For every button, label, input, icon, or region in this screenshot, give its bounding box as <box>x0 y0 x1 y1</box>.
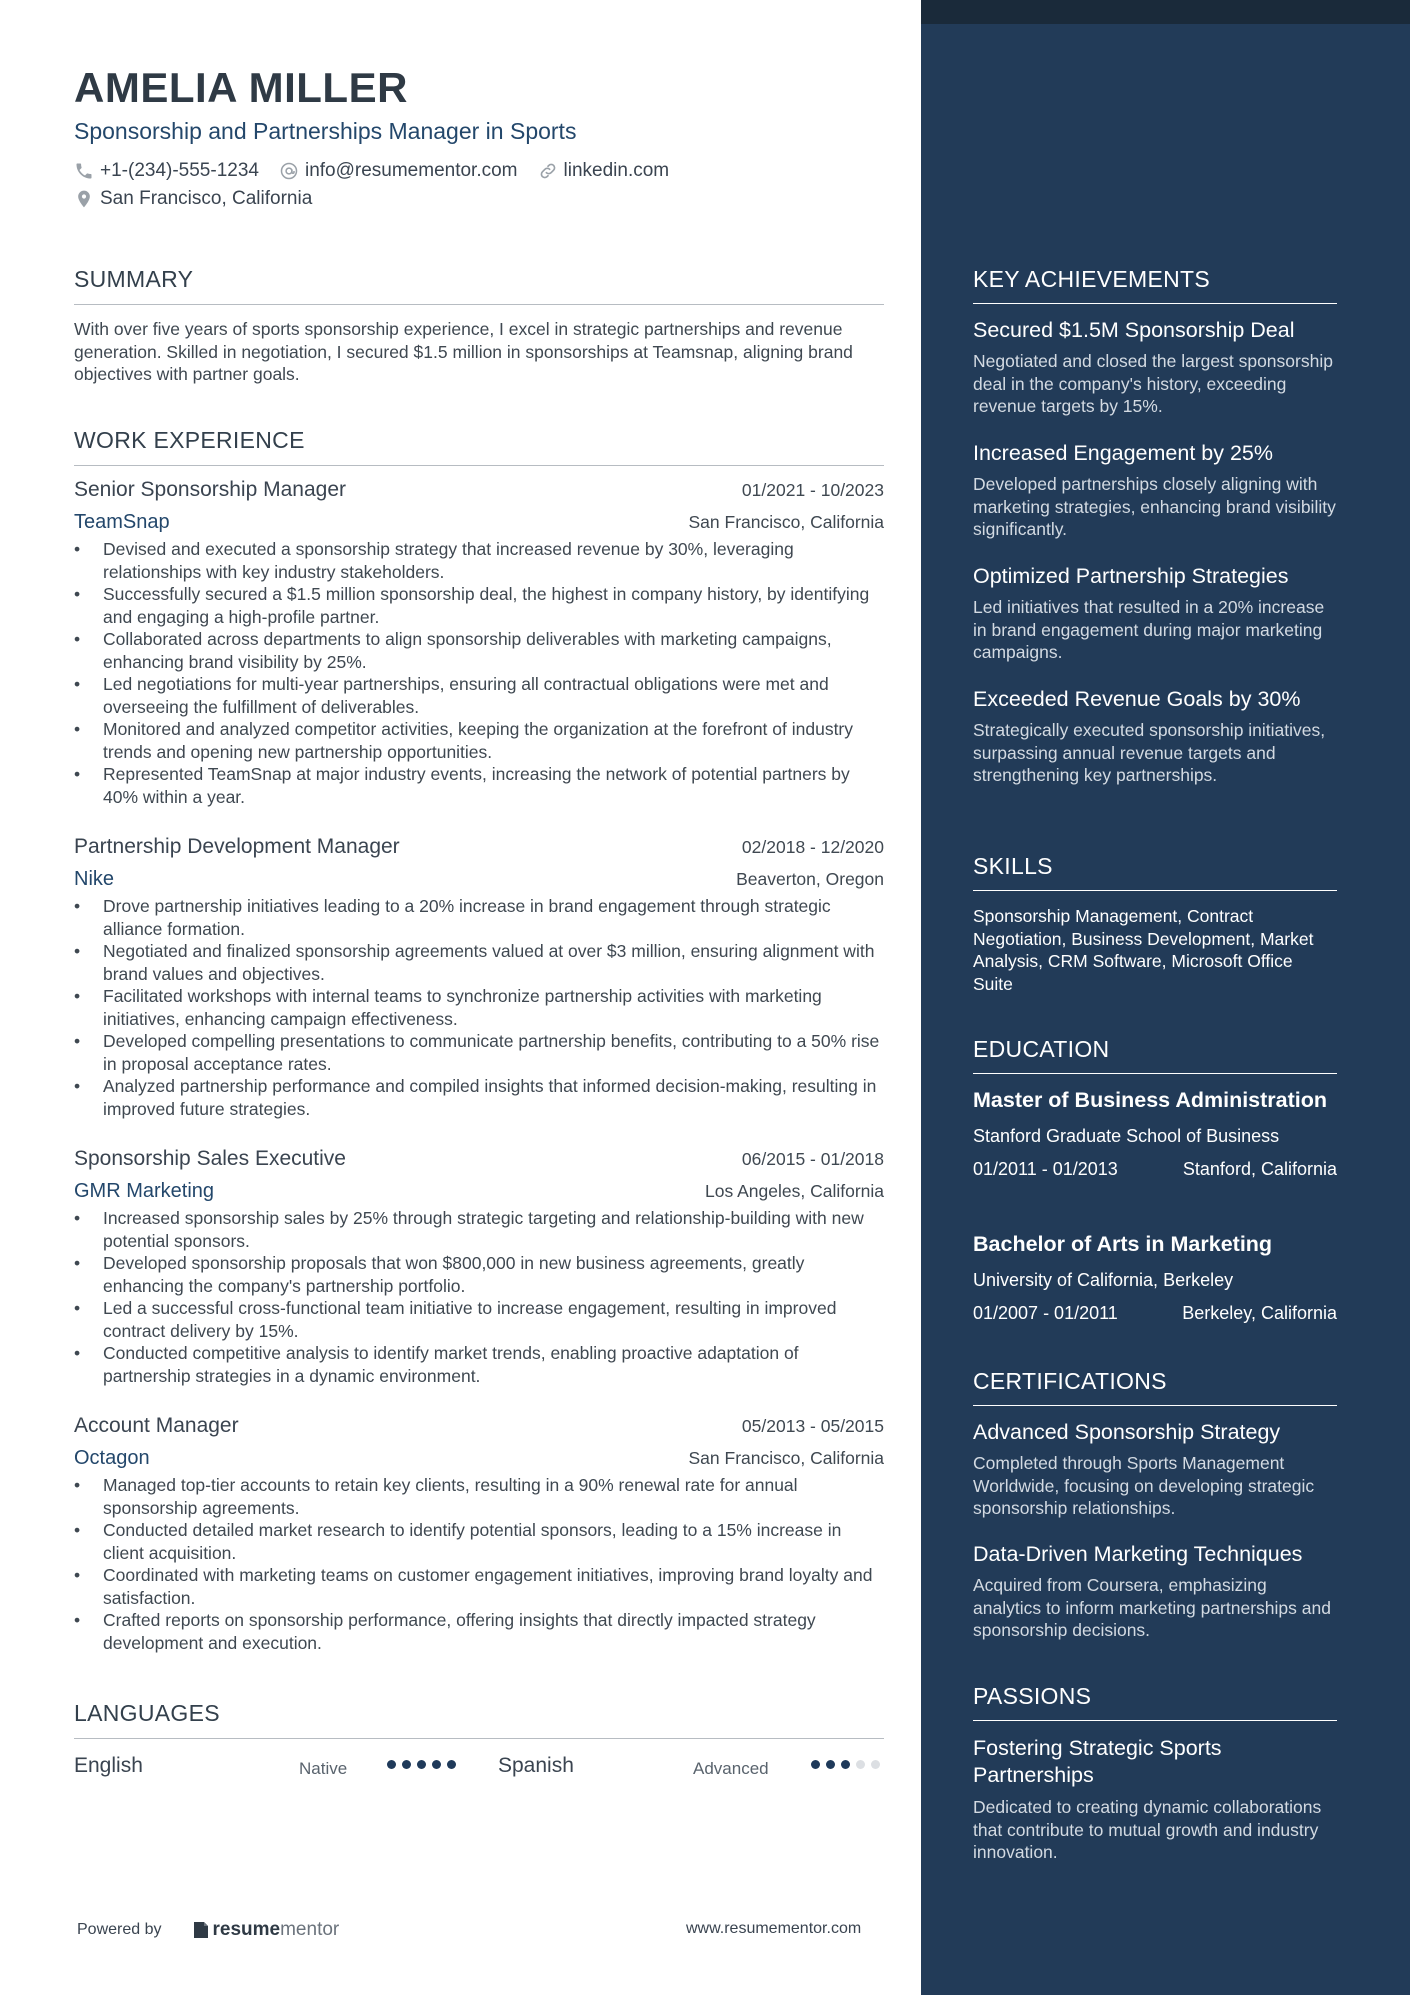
education-school: Stanford Graduate School of Business <box>973 1126 1280 1146</box>
job-title: Senior Sponsorship Manager <box>74 478 346 501</box>
certification-item <box>973 1420 1337 1520</box>
job-title: Sponsorship Sales Executive <box>74 1147 346 1170</box>
rating-dot-filled <box>417 1760 426 1769</box>
rating-dot-filled <box>811 1760 820 1769</box>
bullet-item: • Drove partnership initiatives leading to a 20% increase in brand engagement through strategic alliance formation. <box>74 895 884 940</box>
location-text: San Francisco, California <box>100 188 313 209</box>
job-location: San Francisco, California <box>688 512 884 532</box>
education-degree: Bachelor of Arts in Marketing <box>973 1232 1273 1256</box>
bullet-item: • Increased sponsorship sales by 25% through strategic targeting and relationship-building with new potential sponsors. <box>74 1207 884 1252</box>
contact-phone <box>74 160 259 182</box>
education-location: Berkeley, California <box>1182 1303 1337 1323</box>
achievement-item <box>973 687 1337 787</box>
achievement-desc: Led initiatives that resulted in a 20% increase in brand engagement during major marketing campaigns. <box>973 597 1325 662</box>
achievement-title: Secured $1.5M Sponsorship Deal <box>973 318 1295 342</box>
job-dates: 01/2021 - 10/2023 <box>741 480 884 500</box>
certification-title: Data-Driven Marketing Techniques <box>973 1542 1303 1566</box>
language-level: Advanced <box>693 1759 769 1778</box>
language-rating <box>811 1760 886 1769</box>
footer-url[interactable]: www.resumementor.com <box>686 1920 862 1937</box>
achievement-desc: Strategically executed sponsorship initiatives, surpassing annual revenue targets and strengthening key partnerships. <box>973 720 1326 785</box>
bullet-item: • Devised and executed a sponsorship strategy that increased revenue by 30%, leveraging relationships with key industry stakeholders. <box>74 538 884 583</box>
education-degree: Master of Business Administration <box>973 1088 1328 1112</box>
bullet-item: • Coordinated with marketing teams on customer engagement initiatives, improving brand loyalty and satisfaction. <box>74 1564 884 1609</box>
phone-text: +1-(234)-555-1234 <box>100 160 259 181</box>
summary-text: With over five years of sports sponsorship experience, I excel in strategic partnerships and revenue generation. Skilled in negotiation, I secured $1.5 million in sponsorships at Teamsnap, aligning brand objectives with partner goals. <box>74 319 853 384</box>
bullet-item: • Analyzed partnership performance and compiled insights that informed decision-making, resulting in improved future strategies. <box>74 1075 884 1120</box>
bullet-item: • Successfully secured a $1.5 million sponsorship deal, the highest in company history, by identifying and engaging a high-profile partner. <box>74 583 884 628</box>
footer-branding <box>77 1919 339 1941</box>
bullet-item: • Managed top-tier accounts to retain key clients, resulting in a 90% renewal rate for annual sponsorship agreements. <box>74 1474 884 1519</box>
rating-dot-filled <box>447 1760 456 1769</box>
phone-icon <box>74 161 94 181</box>
job-company: Nike <box>74 868 115 890</box>
achievement-item <box>973 318 1337 418</box>
achievement-title: Increased Engagement by 25% <box>973 441 1274 465</box>
job-title: Account Manager <box>74 1414 239 1437</box>
job-bullets <box>74 538 884 808</box>
summary-heading: SUMMARY <box>74 266 884 305</box>
bullet-item: • Developed sponsorship proposals that won $800,000 in new business agreements, greatly enhancing the company's partnership portfolio. <box>74 1252 884 1297</box>
bullet-item: • Conducted competitive analysis to identify market trends, enabling proactive adaptation of partnership strategies in a dynamic environment. <box>74 1342 884 1387</box>
sidebar-top-band <box>921 0 1410 24</box>
contact-row <box>74 160 689 182</box>
job-dates: 06/2015 - 01/2018 <box>741 1149 884 1169</box>
bullet-item: • Conducted detailed market research to identify potential sponsors, leading to a 15% increase in client acquisition. <box>74 1519 884 1564</box>
skills-heading: SKILLS <box>973 853 1337 891</box>
resumementor-logo[interactable] <box>192 1919 340 1941</box>
education-heading: EDUCATION <box>973 1036 1337 1074</box>
job-bullets <box>74 895 884 1120</box>
education-item <box>973 1087 1337 1180</box>
email-text: info@resumementor.com <box>304 160 518 181</box>
bullet-item: • Crafted reports on sponsorship performance, offering insights that directly impacted strategy development and execution. <box>74 1609 884 1654</box>
candidate-name: AMELIA MILLER <box>74 64 408 111</box>
job-title: Partnership Development Manager <box>74 835 400 858</box>
at-icon <box>279 161 299 181</box>
brand-light-text: mentor <box>280 1919 340 1940</box>
bullet-item: • Developed compelling presentations to communicate partnership benefits, contributing to a 50% rise in proposal acceptance rates. <box>74 1030 884 1075</box>
certification-desc: Acquired from Coursera, emphasizing analytics to inform marketing partnerships and sponsorship decisions. <box>973 1575 1331 1640</box>
achievement-item <box>973 441 1337 541</box>
job-dates: 05/2013 - 05/2015 <box>741 1416 884 1436</box>
education-dates: 01/2011 - 01/2013 <box>973 1159 1118 1179</box>
job-entry <box>74 835 884 1120</box>
job-location: Beaverton, Oregon <box>736 869 884 889</box>
achievement-title: Optimized Partnership Strategies <box>973 564 1289 588</box>
job-location: San Francisco, California <box>688 1448 884 1468</box>
bullet-item: • Monitored and analyzed competitor activities, keeping the organization at the forefront of industry trends and opening new partnership opportunities. <box>74 718 884 763</box>
job-company: Octagon <box>74 1447 150 1469</box>
experience-heading: WORK EXPERIENCE <box>74 427 884 466</box>
education-school: University of California, Berkeley <box>973 1270 1234 1290</box>
bullet-item: • Facilitated workshops with internal teams to synchronize partnership activities with marketing initiatives, enhancing campaign effectiveness. <box>74 985 884 1030</box>
candidate-headline: Sponsorship and Partnerships Manager in Sports <box>74 118 577 144</box>
passion-item <box>973 1735 1337 1864</box>
brand-bold-text: resume <box>212 1919 281 1940</box>
education-location: Stanford, California <box>1182 1159 1337 1179</box>
bullet-item: • Led a successful cross-functional team initiative to increase engagement, resulting in improved contract delivery by 15%. <box>74 1297 884 1342</box>
education-dates: 01/2007 - 01/2011 <box>973 1303 1118 1323</box>
job-entry <box>74 478 884 808</box>
certification-desc: Completed through Sports Management Worldwide, focusing on developing strategic sponsorship relationships. <box>973 1453 1315 1518</box>
passions-heading: PASSIONS <box>973 1683 1337 1721</box>
language-level: Native <box>299 1759 348 1778</box>
job-location: Los Angeles, California <box>705 1181 884 1201</box>
certifications-heading: CERTIFICATIONS <box>973 1368 1337 1406</box>
bullet-item: • Collaborated across departments to align sponsorship deliverables with marketing campaigns, enhancing brand visibility by 25%. <box>74 628 884 673</box>
language-name: Spanish <box>498 1754 574 1777</box>
job-bullets <box>74 1474 884 1654</box>
rating-dot-filled <box>432 1760 441 1769</box>
language-name: English <box>74 1754 143 1777</box>
rating-dot-filled <box>402 1760 411 1769</box>
bullet-item: • Negotiated and finalized sponsorship agreements valued at over $3 million, ensuring alignment with brand values and objectives. <box>74 940 884 985</box>
rating-dot-filled <box>826 1760 835 1769</box>
rating-dot-empty <box>871 1760 880 1769</box>
location-row <box>74 188 332 210</box>
rating-dot-filled <box>841 1760 850 1769</box>
achievement-title: Exceeded Revenue Goals by 30% <box>973 687 1301 711</box>
languages-heading: LANGUAGES <box>74 1700 884 1739</box>
link-icon <box>538 161 558 181</box>
contact-email[interactable] <box>279 160 518 182</box>
languages-list <box>74 1754 884 1784</box>
rating-dot-filled <box>387 1760 396 1769</box>
linkedin-text: linkedin.com <box>563 160 670 181</box>
location-pin-icon <box>74 189 94 209</box>
achievement-desc: Negotiated and closed the largest sponsorship deal in the company's history, exceeding revenue targets by 15%. <box>973 351 1333 416</box>
achievement-desc: Developed partnerships closely aligning with marketing strategies, enhancing brand visibility significantly. <box>973 474 1336 539</box>
sidebar <box>921 0 1410 1995</box>
job-bullets <box>74 1207 884 1387</box>
certification-title: Advanced Sponsorship Strategy <box>973 1420 1281 1444</box>
bullet-item: • Represented TeamSnap at major industry events, increasing the network of potential partners by 40% within a year. <box>74 763 884 808</box>
job-company: TeamSnap <box>74 511 170 533</box>
achievement-item <box>973 564 1337 664</box>
job-dates: 02/2018 - 12/2020 <box>741 837 884 857</box>
bullet-item: • Led negotiations for multi-year partnerships, ensuring all contractual obligations were met and overseeing the fulfillment of deliverables. <box>74 673 884 718</box>
passion-desc: Dedicated to creating dynamic collaborations that contribute to mutual growth and industry innovation. <box>973 1797 1322 1862</box>
language-rating <box>387 1760 462 1769</box>
resumementor-logo-icon <box>192 1920 210 1940</box>
passion-title: Fostering Strategic Sports Partnerships <box>973 1736 1222 1787</box>
powered-by-text: Powered by <box>77 1921 162 1938</box>
job-entry <box>74 1147 884 1387</box>
contact-location <box>74 188 312 210</box>
job-company: GMR Marketing <box>74 1180 215 1202</box>
rating-dot-empty <box>856 1760 865 1769</box>
skills-text: Sponsorship Management, Contract Negotiation, Business Development, Market Analysis, CRM Software, Microsoft Office Suite <box>973 906 1314 994</box>
certification-item <box>973 1542 1337 1642</box>
achievements-heading: KEY ACHIEVEMENTS <box>973 266 1337 304</box>
job-entry <box>74 1414 884 1654</box>
education-item <box>973 1231 1337 1324</box>
contact-linkedin[interactable] <box>538 160 670 182</box>
